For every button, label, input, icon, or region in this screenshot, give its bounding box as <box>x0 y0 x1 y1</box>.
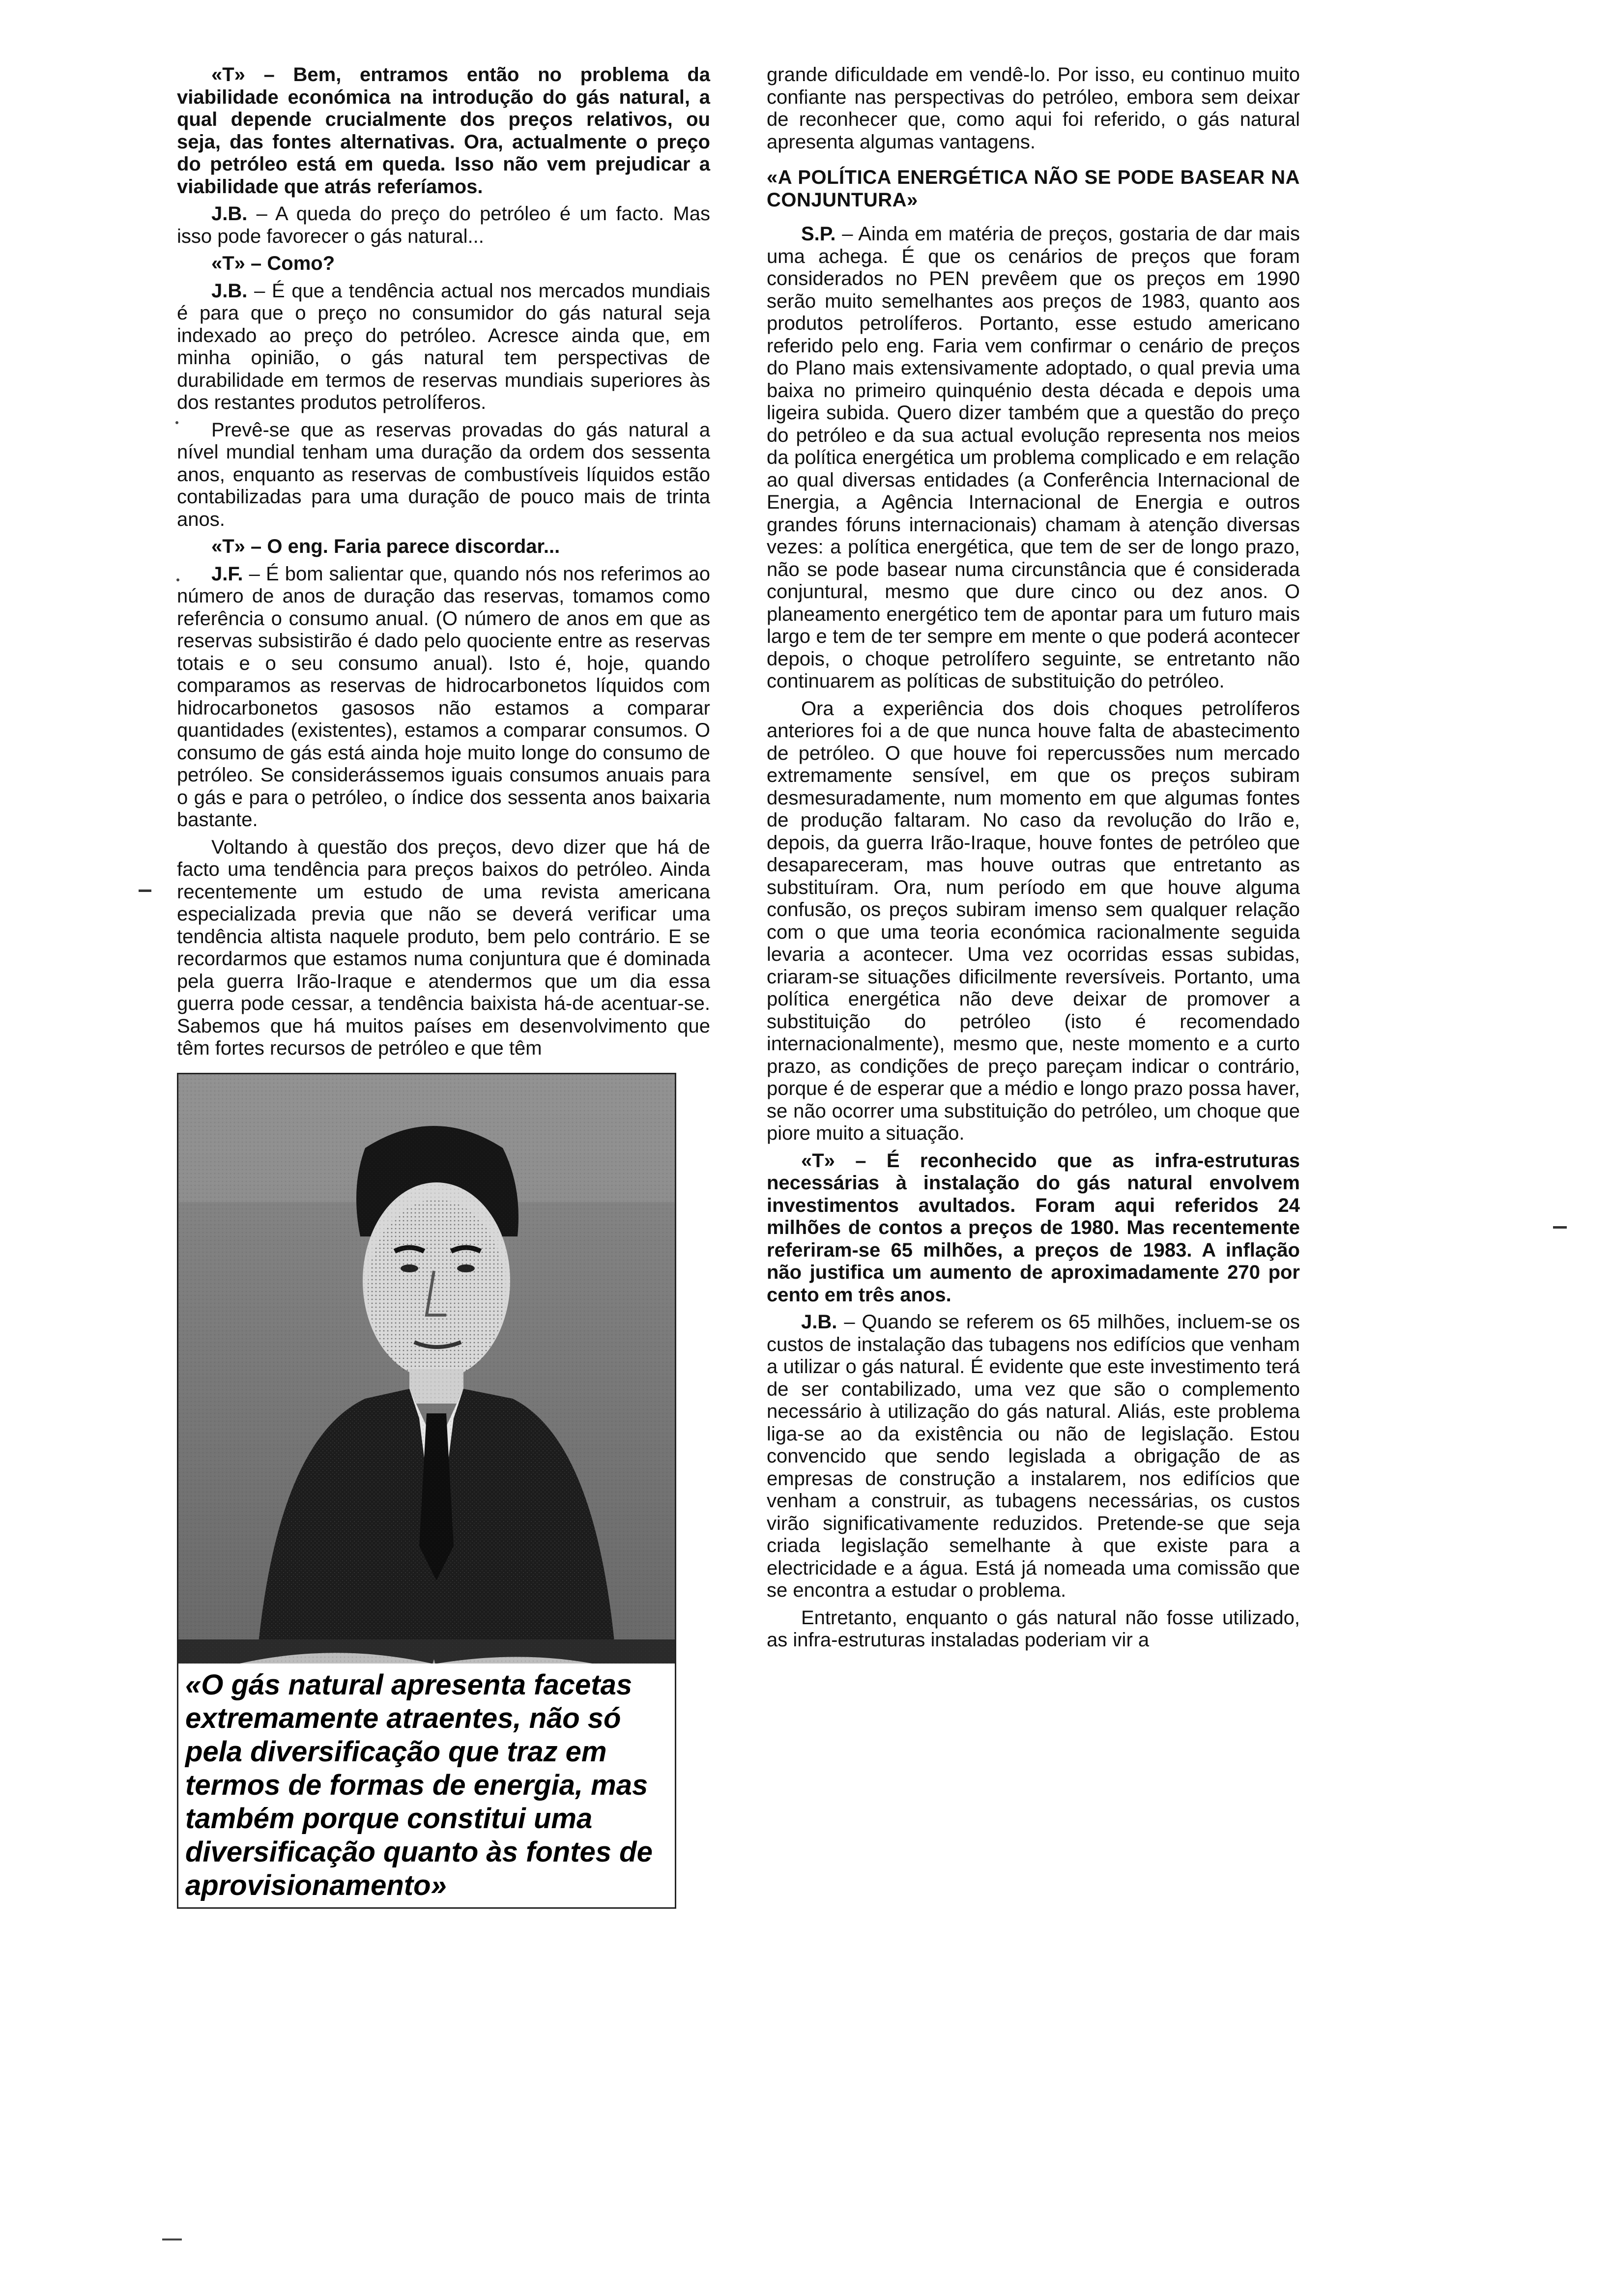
photo-caption: «O gás natural apresenta facetas extremamente atraentes, não só pela diversificação que traz em termos de formas de energia, mas também porque constitui uma diversificação quanto às fontes de aprovisionamento» <box>178 1664 675 1907</box>
paragraph-text: – Ainda em matéria de preços, gostaria de dar mais uma achega. É que os cenários de preços que foram considerados no PEN prevêem que os preços em 1990 serão muito semelhantes aos preços de 1983, quanto aos produtos petrolíferos. Portanto, esse estudo americano referido pelo eng. Faria vem confirmar o cenário de preços do Plano mais extensivamente adoptado, o qual previa uma baixa no primeiro quinquénio desta década e depois uma ligeira subida. Quero dizer também que a questão do preço do petróleo e da sua actual evolução representa nos meios da política energética um problema complicado e em relação ao qual diversas entidades (a Conferência Internacional de Energia, a Agência Internacional de Energia e outros grandes fóruns internacionais) chamam à atenção diversas vezes: a política energética, que tem de ser de longo prazo, não se pode basear numa circunstância que é considerada conjuntural, mesmo que dure cinco ou dez anos. O planeamento energético tem de apontar para um futuro mais largo e tem de ter sempre em mente o que poderá acontecer depois, o choque petrolífero seguinte, se entretanto não continuarem as políticas de substituição do petróleo. <box>767 223 1300 692</box>
paragraph: Entretanto, enquanto o gás natural não fosse utilizado, as infra-estruturas instaladas poderiam vir a <box>767 1607 1300 1651</box>
paragraph <box>767 223 1300 693</box>
paragraph <box>177 203 710 248</box>
paragraph: Voltando à questão dos preços, devo dizer que há de facto uma tendência para preços baixos do petróleo. Ainda recentemente um estudo de uma revista americana especializada previa que não se deverá verificar uma tendência altista naquele produto, bem pelo contrário. E se recordarmos que estamos numa conjuntura que é dominada pela guerra Irão-Iraque e atendermos que um dia essa guerra pode cessar, a tendência baixista há-de acentuar-se. Sabemos que há muitos países em desenvolvimento que têm fortes recursos de petróleo e que têm <box>177 836 710 1059</box>
paragraph: «T» – O eng. Faria parece discordar... <box>211 536 560 557</box>
paragraph <box>177 280 710 414</box>
right-column <box>767 64 1300 1657</box>
paragraph: Ora a experiência dos dois choques petrolíferos anteriores foi a de que nunca houve falta de abastecimento de petróleo. O que houve foi repercussões num mercado extremamente sensível, em que os preços subiram desmesuradamente, num momento em que algumas fontes de produção faltaram. No caso da revolução do Irão e, depois, da guerra Irão-Iraque, houve fontes de petróleo que desapareceram, mas houve outras que entretanto as substituíram. Ora, num período em que houve alguma confusão, os preços subiram imenso sem qualquer relação com o que uma teoria económica racionalmente seguida levaria a acontecer. Uma vez ocorridas essas subidas, criaram-se situações dificilmente reversíveis. Portanto, uma política energética não deve deixar de promover a substituição do petróleo (isto é recomendado internacionalmente), mesmo que, neste momento e a curto prazo, as condições de preço pareçam indicar o contrário, porque é de esperar que a médio e longo prazo possa haver, se não ocorrer uma substituição do petróleo, um choque que piore muito a situação. <box>767 697 1300 1144</box>
portrait-photo <box>177 1073 676 1909</box>
paragraph-text: – Quando se referem os 65 milhões, incluem-se os custos de instalação das tubagens nos edifícios que venham a utilizar o gás natural. É evidente que este investimento terá de ser contabilizado, uma vez que são o complemento necessário à utilização do gás natural. Aliás, este problema liga-se ao da existência ou não de legislação. Estou convencido que sendo legislada a obrigação de as empresas de construção a instalarem, nos edifícios que venham a construir, as tubagens necessárias, os custos virão significativamente reduzidos. Pretende-se que seja criada legislação semelhante à que existe para a electricidade e a água. Está já nomeada uma comissão que se encontra a estudar o problema. <box>767 1311 1300 1601</box>
paragraph-text: – A queda do preço do petróleo é um facto. Mas isso pode favorecer o gás natural... <box>177 203 710 247</box>
speaker: J.B. <box>801 1311 837 1333</box>
paragraph: grande dificuldade em vendê-lo. Por isso, eu continuo muito confiante nas perspectivas do petróleo, embora sem deixar de reconhecer que, como aqui foi referido, o gás natural apresenta algumas vantagens. <box>767 64 1300 153</box>
speaker: S.P. <box>801 223 836 245</box>
speaker: J.F. <box>211 563 243 585</box>
paragraph: «T» – Como? <box>211 253 335 274</box>
paragraph-text: – É que a tendência actual nos mercados mundiais é para que o preço no consumidor do gás natural seja indexado ao preço do petróleo. Acresce ainda que, em minha opinião, o gás natural tem perspectivas de durabilidade em termos de reservas mundiais superiores às dos restantes produtos petrolíferos. <box>177 280 710 413</box>
paragraph <box>177 563 710 832</box>
paragraph: Prevê-se que as reservas provadas do gás natural a nível mundial tenham uma duração da ordem dos sessenta anos, enquanto as reservas de combustíveis líquidos estão contabilizadas para uma duração de pouco mais de trinta anos. <box>177 419 710 530</box>
section-heading: «A POLÍTICA ENERGÉTICA NÃO SE PODE BASEAR NA CONJUNTURA» <box>767 167 1300 211</box>
paragraph: «T» – É reconhecido que as infra-estruturas necessárias à instalação do gás natural envolvem investimentos avultados. Foram aqui referidos 24 milhões de contos a preços de 1980. Mas recentemente referiram-se 65 milhões, a preços de 1983. A inflação não justifica um aumento de aproximadamente 270 por cento em três anos. <box>767 1149 1300 1306</box>
speaker: J.B. <box>211 203 248 225</box>
paragraph-text: – É bom salientar que, quando nós nos referimos ao número de anos de duração das reservas, tomamos como referência o consumo anual. (O número de anos em que as reservas subsistirão é dado pelo quociente entre as reservas totais e o seu consumo anual). Isto é, hoje, quando comparamos as reservas de hidrocarbonetos líquidos com hidrocarbonetos gasosos não estamos a comparar quantidades (existentes), estamos a comparar consumos. O consumo de gás está ainda hoje muito longe do consumo de petróleo. Se considerássemos iguais consumos anuais para o gás e para o petróleo, o índice dos sessenta anos baixaria bastante. <box>177 563 710 831</box>
speaker: J.B. <box>211 280 248 302</box>
paragraph: «T» – Bem, entramos então no problema da viabilidade económica na introdução do gás natural, a qual depende crucialmente dos preços relativos, ou seja, das fontes alternativas. Ora, actualmente o preço do petróleo está em queda. Isso não vem prejudicar a viabilidade que atrás referíamos. <box>177 64 710 198</box>
left-column <box>177 64 710 1909</box>
paragraph <box>767 1311 1300 1602</box>
